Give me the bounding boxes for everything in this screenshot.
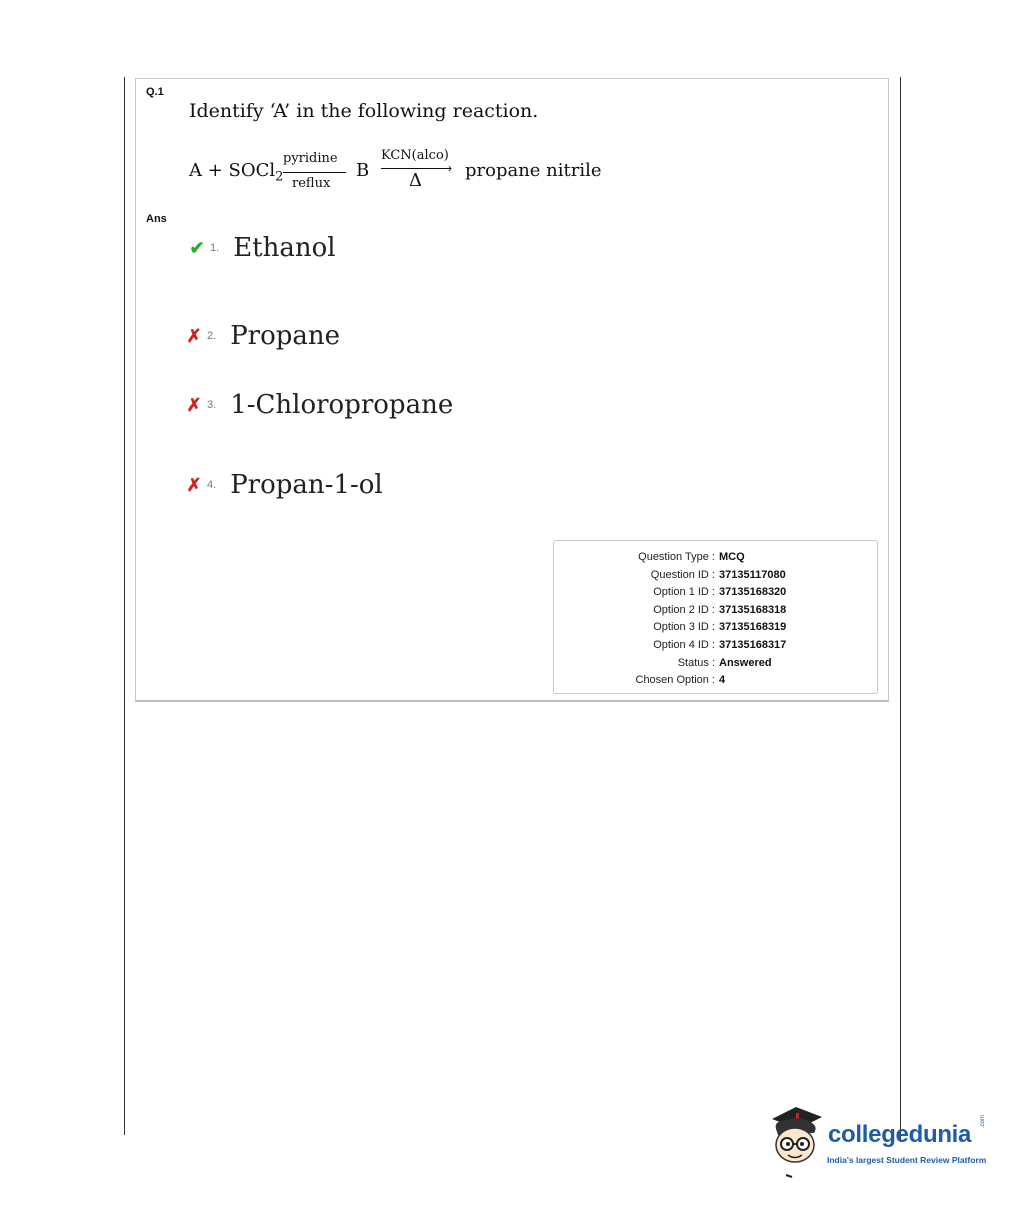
option-text: Ethanol (233, 233, 336, 263)
option-4 (183, 470, 383, 500)
meta-option-3-id: Option 3 ID : 37135168319 (653, 621, 787, 633)
brand-logo (768, 1103, 998, 1183)
reaction-step1-reagent: pyridine (283, 151, 338, 166)
question-text: Identify ‘A’ in the following reaction. (189, 100, 539, 122)
meta-option-1-id: Option 1 ID : 37135168320 (653, 586, 787, 598)
answer-label: Ans (146, 213, 167, 225)
brand-name: collegedunia (828, 1121, 972, 1148)
brand-suffix: .com (980, 1114, 986, 1128)
reaction-step1-condition: reflux (292, 176, 331, 191)
left-margin-rule (124, 77, 125, 1135)
reaction-intermediate: B (356, 160, 370, 181)
meta-option-2-id: Option 2 ID : 37135168318 (653, 604, 787, 616)
mascot-icon (768, 1103, 826, 1183)
meta-question-type: Question Type : MCQ (638, 551, 745, 563)
reaction-arrow-2 (381, 168, 451, 169)
meta-chosen-option: Chosen Option : 4 (635, 674, 726, 686)
meta-status: Status : Answered (677, 657, 772, 669)
option-3 (183, 390, 453, 420)
reaction-arrow-1 (283, 172, 346, 173)
option-text: Propane (230, 321, 341, 351)
option-number: 3. (207, 399, 217, 411)
check-mark-icon: ✔ (189, 237, 205, 258)
reaction-step2-condition: Δ (409, 170, 422, 191)
right-margin-rule (900, 77, 901, 1140)
brand-tagline: India's largest Student Review Platform (827, 1155, 987, 1165)
reaction-reactants: A + SOCl$_2$ (189, 160, 284, 185)
option-number: 4. (207, 479, 217, 491)
reaction-step2-reagent: KCN(alco) (381, 148, 449, 163)
reaction-product: propane nitrile (465, 160, 602, 181)
question-number: Q.1 (146, 86, 164, 98)
cross-mark-icon: ✗ (186, 394, 202, 415)
option-number: 2. (207, 330, 217, 342)
meta-question-id: Question ID : 37135117080 (650, 569, 786, 581)
option-text: 1-Chloropropane (230, 390, 454, 420)
question-metadata-panel (553, 540, 878, 694)
option-number: 1. (210, 242, 220, 254)
option-2 (183, 321, 340, 351)
meta-option-4-id: Option 4 ID : 37135168317 (653, 639, 787, 651)
arrow-head-icon: › (448, 161, 452, 175)
option-text: Propan-1-ol (230, 470, 383, 500)
cross-mark-icon: ✗ (186, 325, 202, 346)
option-1 (186, 233, 336, 263)
cross-mark-icon: ✗ (186, 474, 202, 495)
